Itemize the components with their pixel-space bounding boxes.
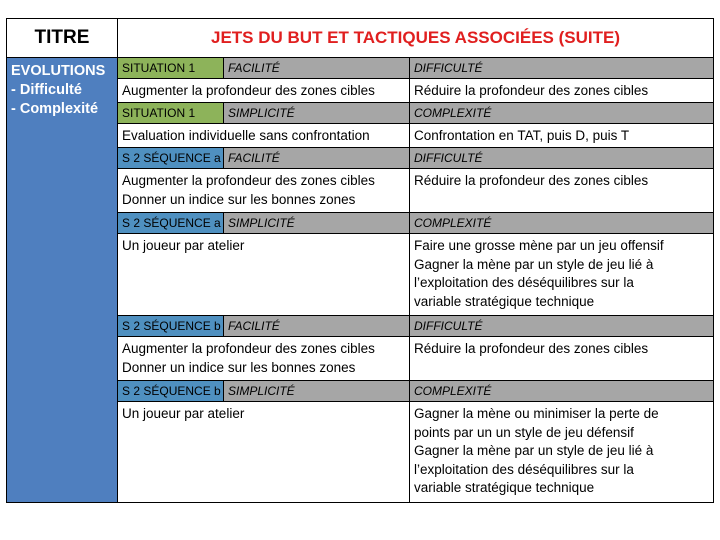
left-column-line: - Complexité [11,101,99,117]
section-right-content [410,124,714,148]
section-right-header: DIFFICULTÉ [410,316,714,337]
content-line: l’exploitation des déséquilibres sur la [414,461,634,477]
content-line: Réduire la profondeur des zones cibles [414,83,649,98]
section-right-content [410,337,714,381]
content-line: Gagner la mène par un style de jeu lié à [414,256,654,272]
section-left-header: FACILITÉ [224,316,410,337]
main-title-cell: JETS DU BUT ET TACTIQUES ASSOCIÉES (SUITE) [118,19,714,58]
content-line: Un joueur par atelier [122,406,245,421]
content-line: Donner un indice sur les bonnes zones [122,191,356,207]
section-right-content [410,234,714,316]
content-line: Réduire la profondeur des zones cibles [414,173,649,188]
content-line: Faire une grosse mène par un jeu offensif [414,238,664,253]
content-line: Augmenter la profondeur des zones cibles [122,173,375,188]
section-label: SITUATION 1 [118,58,224,79]
section-right-content [410,79,714,103]
section-right-header: COMPLEXITÉ [410,381,714,402]
section-left-content [118,402,410,503]
section-left-content [118,79,410,103]
content-line: Augmenter la profondeur des zones cibles [122,83,375,98]
section-left-content [118,169,410,213]
section-label: S 2 SÉQUENCE a [118,148,224,169]
section-left-header: SIMPLICITÉ [224,103,410,124]
left-column-line: - Difficulté [11,82,82,98]
content-line: Gagner la mène par un style de jeu lié à [414,443,654,458]
content-line: Réduire la profondeur des zones cibles [414,341,649,356]
header-row [7,19,714,58]
section-label: S 2 SÉQUENCE b [118,381,224,402]
content-line: variable stratégique technique [414,480,595,495]
section-label: SITUATION 1 [118,103,224,124]
content-line: Evaluation individuelle sans confrontation [122,128,370,143]
left-column-cell [7,58,118,503]
section-left-content [118,337,410,381]
section-right-header: COMPLEXITÉ [410,103,714,124]
title-cell: TITRE [7,19,118,58]
section-right-content [410,402,714,503]
section-left-content [118,234,410,316]
content-line: Confrontation en TAT, puis D, puis T [414,128,630,143]
section-right-header: DIFFICULTÉ [410,58,714,79]
left-column-line: EVOLUTIONS [11,63,106,79]
evolutions-table [6,18,714,503]
section-left-header: FACILITÉ [224,58,410,79]
section-right-header: DIFFICULTÉ [410,148,714,169]
section-left-header: SIMPLICITÉ [224,213,410,234]
section-left-header: FACILITÉ [224,148,410,169]
section-header-row [7,58,714,79]
content-line: variable stratégique technique [414,293,595,309]
content-line: Un joueur par atelier [122,238,245,253]
content-line: Augmenter la profondeur des zones cibles [122,341,375,356]
section-label: S 2 SÉQUENCE a [118,213,224,234]
section-right-header: COMPLEXITÉ [410,213,714,234]
section-right-content [410,169,714,213]
content-line: l’exploitation des déséquilibres sur la [414,275,634,290]
content-line: Donner un indice sur les bonnes zones [122,359,356,375]
section-label: S 2 SÉQUENCE b [118,316,224,337]
content-line: points par un un style de jeu défensif [414,424,634,440]
section-left-header: SIMPLICITÉ [224,381,410,402]
content-line: Gagner la mène ou minimiser la perte de [414,406,659,421]
section-left-content [118,124,410,148]
